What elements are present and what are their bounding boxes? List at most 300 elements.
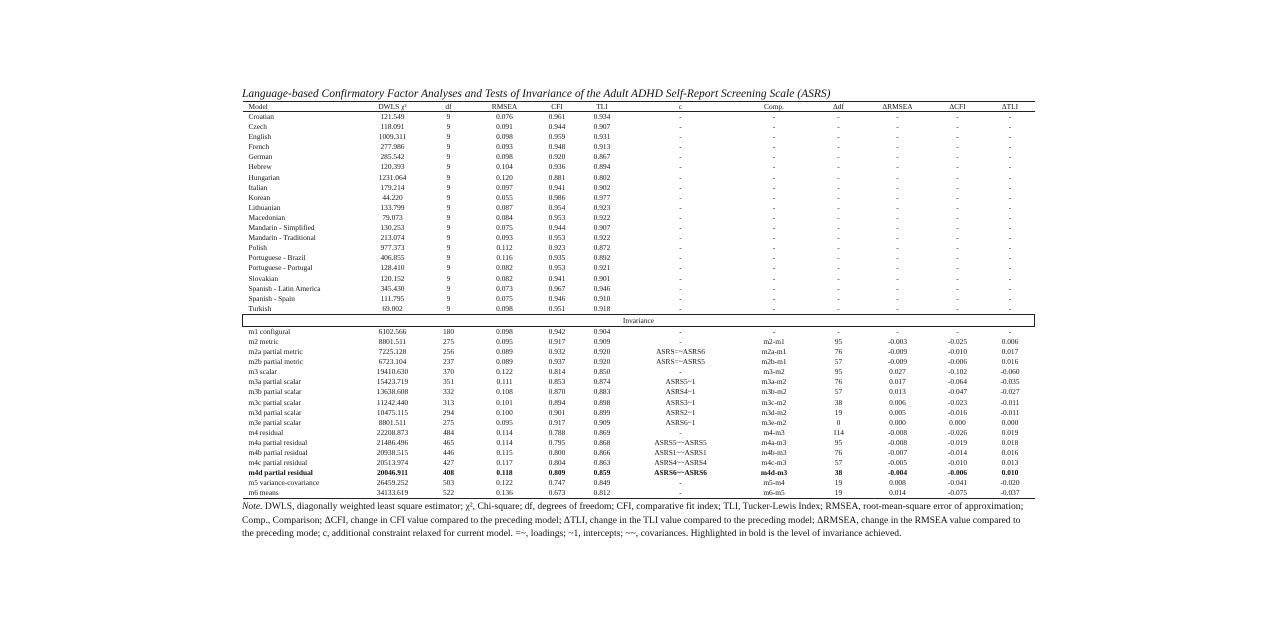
table-cell: 0.867 [593, 152, 611, 162]
table-cell: 0.076 [496, 112, 513, 121]
note-label: Note [242, 501, 261, 513]
table-cell: - [812, 304, 866, 315]
row-label: German [248, 152, 273, 162]
table-row [243, 193, 1035, 203]
table-cell: 9 [446, 152, 451, 162]
table-cell: 0.920 [593, 357, 611, 367]
table-cell: 0.098 [496, 152, 513, 162]
table-cell: - [772, 142, 776, 152]
table-cell: 9 [446, 223, 451, 233]
table-cell: 0.922 [593, 212, 611, 222]
table-cell: 180 [442, 326, 455, 336]
table-cell: -0.035 [1000, 377, 1020, 387]
table-cell: 0.108 [496, 387, 513, 397]
table-cell: 15423.719 [376, 377, 409, 387]
table-cell: 0.894 [548, 397, 566, 407]
table-cell: 0.122 [496, 367, 513, 377]
table-cell: 0.904 [593, 326, 611, 336]
table-cell: ASRS1~~ASRS1 [654, 448, 707, 457]
table-cell: 10475.115 [376, 407, 409, 417]
table-cell: -0.009 [887, 347, 908, 357]
table-cell: 1231.064 [378, 172, 407, 182]
table-cell: - [772, 132, 776, 142]
table-cell: m3b-m2 [761, 387, 787, 397]
table-cell: 0.951 [535, 304, 580, 315]
table-cell: 0.866 [593, 448, 611, 457]
table-cell: 0.909 [593, 417, 611, 427]
table-cell: 0.901 [593, 273, 611, 283]
table-cell: 294 [442, 407, 455, 417]
table-cell: 0.936 [548, 162, 566, 172]
table-cell: - [956, 263, 959, 273]
table-row [243, 304, 1035, 315]
table-cell: - [1008, 293, 1012, 303]
table-cell: - [1008, 152, 1012, 162]
table-cell: 0.863 [593, 458, 611, 468]
table-row [243, 387, 1035, 397]
table-cell: - [1008, 112, 1012, 121]
row-label: m3b partial scalar [248, 387, 302, 397]
table-cell: - [772, 263, 776, 273]
table-cell: - [772, 152, 776, 162]
table-cell: - [1008, 162, 1012, 172]
table-cell: 0.869 [593, 427, 611, 437]
table-cell: 237 [442, 357, 455, 367]
table-cell: - [956, 112, 959, 121]
column-header: c [625, 102, 737, 112]
table-cell: - [956, 293, 959, 303]
table-cell: ASRS2~1 [665, 407, 696, 417]
table-cell: 9 [446, 273, 451, 283]
table-row [243, 152, 1035, 162]
table-cell: - [1008, 233, 1012, 243]
table-cell: 0.089 [496, 357, 513, 367]
table-cell: 0.075 [496, 223, 513, 233]
table-cell: - [956, 142, 959, 152]
table-cell: -0.047 [947, 387, 968, 397]
table-cell: 0.907 [593, 223, 611, 233]
table-cell: 0.872 [593, 243, 611, 253]
table-cell: 0.098 [496, 132, 513, 142]
table-cell: -0.006 [947, 468, 968, 478]
table-cell: - [679, 336, 682, 346]
table-cell: 427 [442, 458, 455, 468]
table-cell: 0.000 [1001, 417, 1019, 427]
table-row [243, 183, 1035, 193]
table-cell: -0.025 [947, 336, 968, 346]
table-cell: - [896, 152, 899, 162]
table-cell: 0.013 [1001, 458, 1019, 468]
table-cell: m4c-m3 [761, 458, 787, 468]
table-cell: 0.901 [548, 407, 566, 417]
table-row [243, 438, 1035, 448]
table-cell: 0.907 [593, 122, 611, 132]
column-header: CFI [535, 102, 580, 112]
table-cell: 0.006 [889, 397, 906, 407]
table-cell: - [679, 367, 682, 377]
table-cell: 9 [423, 304, 475, 315]
table-cell: - [956, 192, 959, 202]
table-cell: 0.967 [548, 283, 566, 293]
table-cell: 9 [446, 212, 451, 222]
table-cell: - [837, 233, 840, 243]
table-row [243, 173, 1035, 183]
table-cell: - [1008, 326, 1012, 336]
table-cell: m3-m2 [763, 367, 785, 377]
table-row [243, 284, 1035, 294]
row-label: Mandarin - Simplified [248, 223, 315, 233]
table-cell: - [679, 162, 682, 172]
table-cell: - [837, 293, 840, 303]
table-cell: - [772, 283, 776, 293]
table-cell: 0.093 [496, 142, 513, 152]
table-cell: 120.393 [380, 162, 405, 172]
table-cell: ASRS4~~ASRS4 [654, 458, 707, 468]
table-cell: 9 [446, 202, 451, 212]
table-cell: 0.084 [496, 212, 513, 222]
table-cell: 21486.496 [376, 437, 409, 447]
table-cell: - [625, 488, 737, 499]
row-label: m3e partial scalar [248, 417, 302, 427]
table-cell: - [837, 182, 840, 192]
table-cell: 6723.104 [378, 357, 407, 367]
table-cell: 313 [442, 397, 455, 407]
table-cell: 0.859 [593, 468, 611, 478]
table-cell: 0.788 [548, 427, 566, 437]
table-cell: 977.373 [380, 243, 405, 253]
table-cell: - [896, 112, 899, 121]
table-cell: -0.005 [887, 458, 908, 468]
row-label: Macedonian [248, 212, 286, 222]
table-row [243, 233, 1035, 243]
table-cell: 9 [446, 142, 451, 152]
column-header: Model [243, 102, 363, 112]
table-cell: 13638.608 [376, 387, 409, 397]
table-cell: -0.060 [1000, 367, 1020, 377]
table-cell: 9 [446, 233, 451, 243]
table-cell: - [772, 162, 776, 172]
table-row [243, 377, 1035, 387]
table-cell: 0.986 [548, 192, 566, 202]
table-cell: 9 [446, 283, 451, 293]
table-cell: 0.095 [496, 336, 513, 346]
table-cell: -0.026 [947, 427, 968, 437]
table-cell: - [930, 304, 986, 315]
table-cell: ASRS6~1 [665, 417, 696, 427]
table-cell: 503 [442, 478, 455, 488]
table-cell: m4a-m3 [761, 437, 787, 447]
row-label: Lithuanian [248, 202, 281, 212]
table-cell: 20938.515 [376, 448, 409, 457]
table-cell: 522 [423, 488, 475, 499]
row-label: m3c partial scalar [248, 397, 302, 407]
table-cell: 0.959 [548, 132, 566, 142]
table-row [243, 294, 1035, 304]
table-cell: 0.923 [593, 202, 611, 212]
table-cell: 76 [834, 448, 843, 457]
table-cell: - [837, 132, 840, 142]
table-cell: 0.100 [496, 407, 513, 417]
table-cell: - [837, 243, 840, 253]
table-cell: - [1008, 253, 1012, 263]
row-label: Italian [248, 182, 268, 192]
column-header: RMSEA [475, 102, 535, 112]
table-cell: -0.064 [947, 377, 968, 387]
row-label: m1 configural [248, 326, 291, 336]
table-cell: 95 [834, 437, 843, 447]
table-cell: 484 [442, 427, 455, 437]
table-title: Language-based Confirmatory Factor Analyses and Tests of Invariance of the Adult ADHD Self-Report Screening Scale (ASRS) [242, 88, 831, 100]
table-cell: 446 [442, 448, 455, 457]
row-label: m4c partial residual [248, 458, 308, 468]
table-cell: - [956, 172, 959, 182]
table-cell: m3d-m2 [761, 407, 787, 417]
table-cell: - [679, 233, 682, 243]
table-cell: 0.019 [1001, 427, 1019, 437]
table-cell: 0.874 [593, 377, 611, 387]
table-cell: 0.014 [866, 488, 930, 499]
table-cell: -0.027 [1000, 387, 1020, 397]
row-label: Portuguese - Brazil [248, 253, 306, 263]
table-cell: - [679, 122, 682, 132]
table-cell: 19 [834, 478, 843, 488]
table-cell: 19 [834, 407, 843, 417]
results-table [242, 101, 1035, 499]
table-header-row [243, 102, 1035, 112]
row-label: m2a partial metric [248, 347, 303, 357]
table-cell: 275 [442, 336, 455, 346]
table-cell: 0.946 [548, 293, 566, 303]
table-cell: 38 [834, 468, 843, 478]
column-header: Δdf [812, 102, 866, 112]
table-cell: 0.093 [496, 233, 513, 243]
table-cell: 0.946 [593, 283, 611, 293]
table-cell: 7225.128 [378, 347, 407, 357]
table-cell: 111.795 [380, 293, 405, 303]
table-cell: 0.931 [593, 132, 611, 142]
table-cell: - [866, 304, 930, 315]
table-row [243, 243, 1035, 253]
table-cell: - [837, 212, 840, 222]
table-cell: - [772, 112, 776, 121]
table-cell: 0.853 [548, 377, 566, 387]
table-cell: m5-m4 [763, 478, 785, 488]
table-cell: 0.910 [593, 293, 611, 303]
table-cell: - [837, 263, 840, 273]
table-cell: - [772, 253, 776, 263]
table-cell: 121.549 [380, 112, 405, 121]
table-cell: 0.000 [889, 417, 906, 427]
table-row [243, 488, 1035, 499]
table-cell: - [837, 192, 840, 202]
table-cell: 0.116 [496, 253, 513, 263]
row-label: m3a partial scalar [248, 377, 302, 387]
row-label: m4a partial residual [248, 437, 308, 447]
table-cell: 0.941 [548, 182, 566, 192]
table-row [243, 448, 1035, 458]
table-cell: -0.008 [887, 427, 908, 437]
column-header: Comp. [737, 102, 812, 112]
table-cell: - [837, 152, 840, 162]
table-cell: ASRS5~1 [665, 377, 696, 387]
table-cell: - [896, 283, 899, 293]
section-label: Invariance [243, 314, 1035, 326]
table-row [243, 337, 1035, 347]
table-cell: - [837, 162, 840, 172]
row-label: m3d partial scalar [248, 407, 302, 417]
table-cell: -0.011 [1000, 397, 1020, 407]
table-cell: - [896, 132, 899, 142]
table-cell: 0.073 [496, 283, 513, 293]
table-row [243, 357, 1035, 367]
table-cell: 0.098 [475, 304, 535, 315]
table-cell: 0.814 [548, 367, 566, 377]
table-cell: - [837, 223, 840, 233]
table-row [243, 223, 1035, 233]
table-cell: - [1008, 212, 1012, 222]
table-cell: - [837, 172, 840, 182]
row-label: m5 variance-covariance [248, 478, 320, 488]
table-cell: 0.000 [949, 417, 966, 427]
table-cell: 9 [446, 263, 451, 273]
table-cell: - [1008, 243, 1012, 253]
table-cell: 0.115 [496, 448, 513, 457]
table-cell: - [1008, 273, 1012, 283]
table-cell: 0.937 [548, 357, 566, 367]
table-cell: 465 [442, 437, 455, 447]
table-cell: -0.009 [887, 357, 908, 367]
table-cell: 0.005 [889, 407, 906, 417]
table-cell: 0.016 [1001, 448, 1019, 457]
table-cell: - [837, 283, 840, 293]
table-cell: 0.921 [593, 263, 611, 273]
table-cell: 9 [446, 112, 451, 121]
table-cell: - [772, 293, 776, 303]
table-cell: 57 [834, 458, 843, 468]
table-cell: 256 [442, 347, 455, 357]
table-cell: - [737, 304, 812, 315]
table-cell: -0.004 [887, 468, 908, 478]
table-cell: - [679, 192, 682, 202]
table-cell: - [896, 243, 899, 253]
table-cell: 0.942 [548, 326, 566, 336]
table-cell: 0.055 [496, 192, 513, 202]
table-row [243, 263, 1035, 273]
table-cell: 130.253 [380, 223, 405, 233]
table-cell: 0.894 [593, 162, 611, 172]
row-label: Croatian [248, 112, 274, 121]
table-cell: - [772, 233, 776, 243]
table-cell: 0.016 [1001, 357, 1019, 367]
table-cell: 0.136 [475, 488, 535, 499]
table-cell: 0.953 [548, 233, 566, 243]
row-label: Slovakian [248, 273, 279, 283]
table-cell: 0.977 [593, 192, 611, 202]
table-cell: 0.961 [548, 112, 566, 121]
table-cell: - [986, 304, 1035, 315]
table-cell: - [679, 283, 682, 293]
row-label: Polish [248, 243, 267, 253]
table-cell: m3a-m2 [761, 377, 787, 387]
table-cell: - [772, 326, 776, 336]
table-cell: 0.870 [548, 387, 566, 397]
table-cell: ASRS3~1 [665, 397, 696, 407]
table-cell: 26459.252 [376, 478, 409, 488]
table-cell: 0.932 [548, 347, 566, 357]
table-cell: - [679, 142, 682, 152]
table-cell: 0.089 [496, 347, 513, 357]
table-cell: - [896, 253, 899, 263]
table-cell: 0.954 [548, 202, 566, 212]
row-label: m6 means [243, 488, 363, 499]
table-cell: 0.010 [1001, 468, 1019, 478]
table-cell: - [679, 132, 682, 142]
table-cell: 118.091 [380, 122, 405, 132]
table-cell: - [772, 243, 776, 253]
table-cell: 0.868 [593, 437, 611, 447]
table-cell: - [679, 202, 682, 212]
table-cell: m6-m5 [737, 488, 812, 499]
table-cell: 345.430 [380, 283, 405, 293]
table-cell: - [679, 478, 682, 488]
table-cell: 20513.974 [376, 458, 409, 468]
column-header: df [423, 102, 475, 112]
table-cell: 0.008 [889, 478, 906, 488]
table-cell: - [772, 172, 776, 182]
table-cell: - [1008, 182, 1012, 192]
table-cell: 0.095 [496, 417, 513, 427]
table-cell: 0.098 [496, 326, 513, 336]
table-cell: ASRS4~1 [665, 387, 696, 397]
table-cell: 408 [442, 468, 455, 478]
table-cell: - [896, 192, 899, 202]
table-row [243, 428, 1035, 438]
table-cell: 0.027 [889, 367, 906, 377]
table-cell: ASRS6~~ASRS6 [654, 468, 707, 478]
table-cell: - [956, 233, 959, 243]
column-header: DWLS χ² [363, 102, 423, 112]
table-cell: 0 [836, 417, 841, 427]
table-cell: 0.881 [548, 172, 566, 182]
table-cell: 0.923 [548, 243, 566, 253]
table-cell: 0.953 [548, 263, 566, 273]
row-label: Portuguese - Portugal [248, 263, 313, 273]
table-row [243, 112, 1035, 123]
table-row [243, 478, 1035, 488]
row-label: m4 residual [248, 427, 284, 437]
table-cell: 0.898 [593, 397, 611, 407]
section-row [243, 314, 1035, 326]
table-cell: - [837, 202, 840, 212]
table-cell: 0.883 [593, 387, 611, 397]
table-cell: - [1008, 122, 1012, 132]
table-cell: - [1008, 192, 1012, 202]
table-cell: -0.014 [947, 448, 968, 457]
table-cell: - [956, 223, 959, 233]
table-cell: 133.799 [380, 202, 405, 212]
table-cell: - [1008, 202, 1012, 212]
table-cell: - [772, 273, 776, 283]
table-cell: -0.003 [887, 336, 908, 346]
table-cell: 9 [446, 182, 451, 192]
table-row [243, 418, 1035, 428]
table-row [243, 326, 1035, 337]
table-cell: 0.920 [593, 347, 611, 357]
table-cell: 0.114 [496, 437, 513, 447]
table-cell: 9 [446, 243, 451, 253]
table-cell: m2-m1 [763, 336, 785, 346]
table-cell: 0.913 [593, 142, 611, 152]
